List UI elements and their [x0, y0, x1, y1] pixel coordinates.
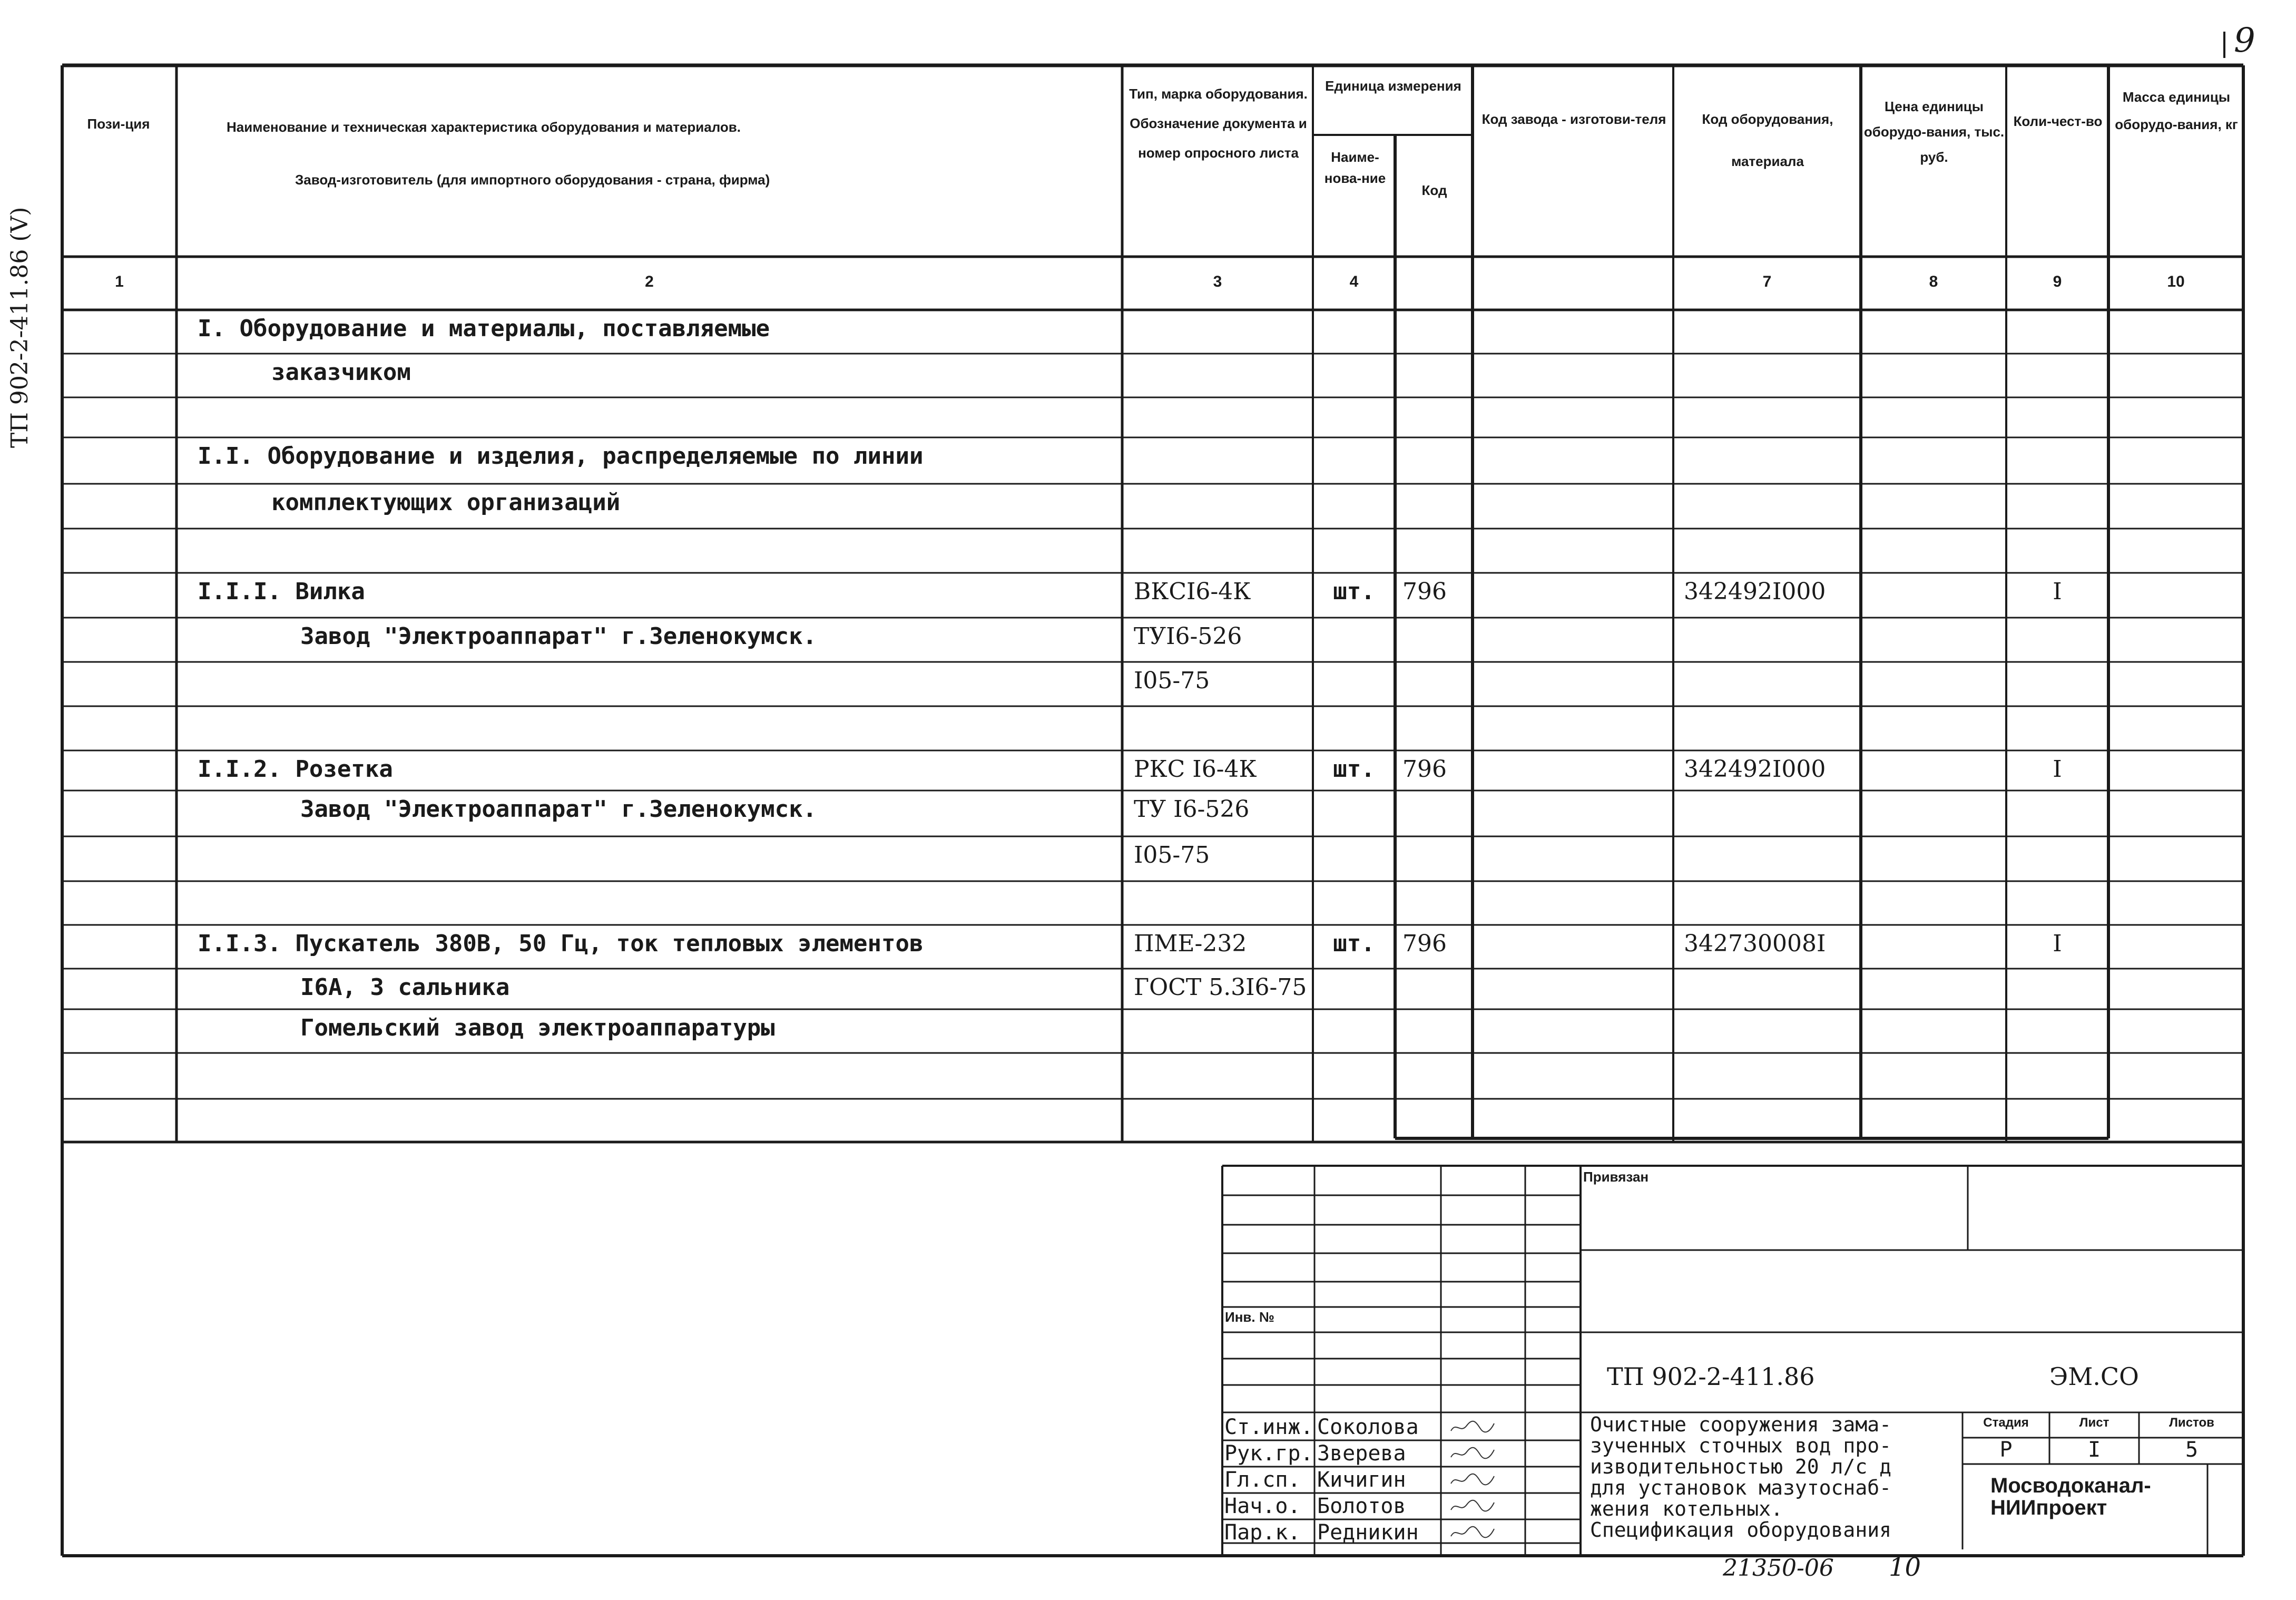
- row-15-equipment-code: 342730008I: [1684, 930, 1826, 957]
- sheets-count-value: 5: [2185, 1438, 2199, 1462]
- footer-archive-code: 21350-06: [1723, 1555, 1834, 1582]
- col-number-1: 1: [115, 273, 124, 290]
- header-unit-price: Цена единицы оборудо-вания, тыс. руб.: [1863, 99, 2005, 165]
- signature-name-1: Соколова: [1317, 1415, 1419, 1439]
- signature-role-5: Пар.к.: [1224, 1520, 1301, 1545]
- document-code: ТП 902-2-411.86: [1607, 1362, 1815, 1391]
- organization-name: Мосводоканал- НИИпроект: [1990, 1474, 2151, 1519]
- handwritten-signature-1: [1449, 1419, 1496, 1435]
- row-11-equipment-code: 342492I000: [1684, 756, 1826, 783]
- row-13-type-mark: I05-75: [1134, 842, 1210, 869]
- sheet-label: Лист: [2079, 1416, 2109, 1430]
- row-15-type-mark: ПМЕ-232: [1134, 930, 1247, 957]
- row-16-type-mark: ГОСТ 5.3I6-75: [1134, 974, 1307, 1001]
- footer-sheet-number: 10: [1889, 1553, 1921, 1582]
- col-number-7: 7: [1762, 273, 1772, 290]
- handwritten-signature-4: [1449, 1498, 1496, 1514]
- row-1-name: I. Оборудование и материалы, поставляемые: [198, 315, 770, 342]
- col-number-4: 4: [1349, 273, 1359, 290]
- header-unit-code: Код: [1421, 182, 1447, 198]
- signature-name-3: Кичигин: [1317, 1468, 1406, 1492]
- row-15-name: I.I.3. Пускатель 380В, 50 Гц, ток тепловых элементов: [198, 930, 924, 957]
- row-11-unit-code: 796: [1402, 756, 1447, 783]
- col-number-2: 2: [645, 273, 654, 290]
- sheet-value: I: [2087, 1438, 2101, 1462]
- header-name-line2: Завод-изготовитель (для импортного оборудования - страна, фирма): [295, 172, 770, 188]
- row-12-type-mark: ТУ I6-526: [1134, 796, 1250, 823]
- row-7-quantity: I: [2053, 578, 2062, 605]
- signature-role-3: Гл.сп.: [1224, 1468, 1301, 1492]
- sheets-label: Листов: [2169, 1416, 2214, 1430]
- row-15-quantity: I: [2053, 930, 2062, 957]
- header-factory-code: Код завода - изготови-теля: [1481, 111, 1666, 127]
- row-5-name: комплектующих организаций: [271, 489, 621, 516]
- row-16-name: I6А, 3 сальника: [300, 974, 510, 1001]
- row-11-unit: шт.: [1333, 756, 1375, 783]
- row-11-type-mark: РКС I6-4К: [1134, 756, 1257, 783]
- row-11-quantity: I: [2053, 756, 2062, 783]
- signature-name-2: Зверева: [1317, 1441, 1406, 1466]
- signature-role-2: Рук.гр.: [1224, 1441, 1313, 1466]
- header-quantity: Коли-чест-во: [2013, 113, 2103, 129]
- row-7-unit-code: 796: [1402, 578, 1447, 605]
- row-8-type-mark: ТУI6-526: [1134, 623, 1242, 650]
- header-type-mark: Тип, марка оборудования. Обозначение документа и номер опросного листа: [1129, 86, 1308, 161]
- row-17-name: Гомельский завод электроаппаратуры: [300, 1014, 775, 1041]
- row-8-name: Завод "Электроаппарат" г.Зеленокумск.: [300, 623, 817, 650]
- signature-role-4: Нач.о.: [1224, 1494, 1301, 1518]
- row-4-name: I.I. Оборудование и изделия, распределяемые по линии: [198, 443, 924, 470]
- row-2-name: заказчиком: [271, 359, 411, 386]
- privyazan-label: Привязан: [1583, 1169, 1649, 1185]
- signature-name-4: Болотов: [1317, 1494, 1406, 1518]
- document-mark: ЭМ.СО: [2049, 1362, 2139, 1391]
- handwritten-signature-2: [1449, 1446, 1496, 1461]
- header-unit-mass: Масса единицы оборудо-вания, кг: [2115, 89, 2238, 132]
- row-7-type-mark: ВКСI6-4К: [1134, 578, 1251, 605]
- row-9-type-mark: I05-75: [1134, 667, 1210, 694]
- row-7-equipment-code: 342492I000: [1684, 578, 1826, 605]
- header-position: Пози-ция: [87, 116, 150, 132]
- header-unit-name: Наиме-нова-ние: [1324, 149, 1386, 186]
- col-number-3: 3: [1213, 273, 1222, 290]
- inventory-number-label: Инв. №: [1225, 1309, 1274, 1325]
- row-15-unit-code: 796: [1402, 930, 1447, 957]
- row-7-name: I.I.I. Вилка: [198, 578, 365, 605]
- row-12-name: Завод "Электроаппарат" г.Зеленокумск.: [300, 796, 817, 823]
- handwritten-signature-3: [1449, 1472, 1496, 1488]
- col-number-8: 8: [1929, 273, 1938, 290]
- stage-value: Р: [1999, 1438, 2013, 1462]
- header-unit-group: Единица измерения: [1325, 78, 1461, 94]
- signature-name-5: Редникин: [1317, 1520, 1419, 1545]
- col-number-10: 10: [2167, 273, 2185, 290]
- document-description: Очистные сооружения зама- зученных сточных вод про- изводительностью 20 л/с д для установок мазутоснаб- жения котельных. Спецификация оборудования: [1590, 1413, 1891, 1542]
- row-11-name: I.I.2. Розетка: [198, 756, 393, 783]
- signature-role-1: Ст.инж.: [1224, 1415, 1313, 1439]
- side-document-code: ТП 902-2-411.86 (V): [6, 207, 33, 448]
- col-number-9: 9: [2053, 273, 2062, 290]
- header-equipment-code: Код оборудования, материала: [1702, 111, 1833, 169]
- page-number: 9: [2234, 21, 2255, 60]
- header-name-line1: Наименование и техническая характеристика оборудования и материалов.: [227, 119, 741, 135]
- stage-label: Стадия: [1983, 1416, 2029, 1430]
- row-15-unit: шт.: [1333, 930, 1375, 957]
- row-7-unit: шт.: [1333, 578, 1375, 605]
- handwritten-signature-5: [1449, 1525, 1496, 1540]
